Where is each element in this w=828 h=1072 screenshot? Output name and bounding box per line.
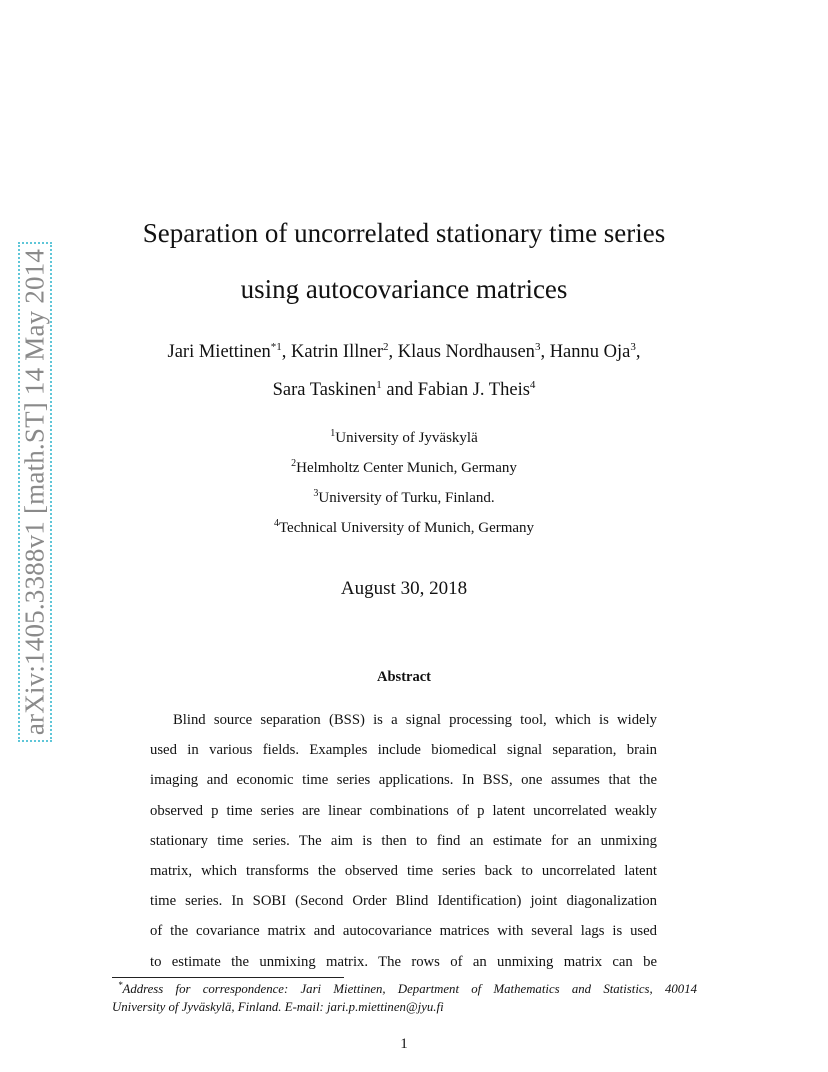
author-line-2 (100, 371, 708, 409)
author-name: Fabian J. Theis (417, 380, 530, 400)
footnote-line[interactable]: University of Jyväskylä, Finland. E-mail: jari.p.miettinen@jyu.fi (112, 1000, 444, 1014)
author-affiliation-mark: 4 (529, 379, 536, 391)
author-name: Sara Taskinen (272, 380, 377, 400)
abstract-line: of the covariance matrix and autocovariance matrices with several lags is used (150, 923, 657, 940)
abstract-line: Blind source separation (BSS) is a signal processing tool, which is widely (173, 712, 657, 728)
affiliation-mark: 1 (330, 428, 336, 439)
abstract-heading: Abstract (377, 669, 431, 685)
author-list (100, 333, 708, 409)
affiliation-text: Helmholtz Center Munich, Germany (296, 460, 517, 476)
abstract-line: stationary time series. The aim is then to find an estimate for an unmixing (150, 832, 657, 849)
footnote-text: Address for correspondence: Jari Miettinen, Department of Mathematics and Statistics, 40014 (122, 982, 697, 996)
page-number: 1 (400, 1036, 408, 1052)
author-separator: and (381, 380, 418, 400)
abstract-line: observed p time series are linear combinations of p latent uncorrelated weakly (150, 802, 657, 819)
author-affiliation-mark: 3 (534, 341, 541, 353)
abstract-line: used in various fields. Examples include biomedical signal separation, brain (150, 742, 657, 759)
affiliation (100, 513, 708, 543)
paper-date: August 30, 2018 (340, 578, 468, 599)
affiliation-text: University of Jyväskylä (335, 430, 478, 446)
affiliation-mark: 2 (291, 458, 297, 469)
footnote-line (112, 980, 697, 998)
author-name: Hannu Oja (549, 342, 631, 362)
author-separator: , (281, 342, 292, 362)
affiliation-list (100, 423, 708, 543)
affiliation-text: University of Turku, Finland. (318, 490, 495, 506)
abstract-line: time series. In SOBI (Second Order Blind Identification) joint diagonalization (150, 893, 657, 910)
affiliation-text: Technical University of Munich, Germany (278, 520, 535, 536)
author-name: Katrin Illner (291, 342, 383, 362)
author-name: Klaus Nordhausen (397, 342, 535, 362)
affiliation-mark: 3 (313, 488, 319, 499)
correspondence-footnote (112, 980, 697, 1016)
abstract-line: to estimate the unmixing matrix. The rows of an unmixing matrix can be (150, 953, 657, 970)
author-affiliation-mark: 3 (630, 341, 636, 353)
author-separator: , (388, 342, 398, 362)
affiliation (100, 483, 708, 513)
author-affiliation-mark: *1 (270, 341, 282, 353)
abstract-line: imaging and economic time series applications. In BSS, one assumes that the (150, 772, 657, 789)
affiliation (100, 423, 708, 453)
abstract-line: matrix, which transforms the observed time series back to uncorrelated latent (150, 863, 657, 880)
paper-title (100, 205, 708, 317)
affiliation (100, 453, 708, 483)
author-name: Jari Miettinen (167, 342, 271, 362)
arxiv-identifier[interactable]: arXiv:1405.3388v1 [math.ST] 14 May 2014 (19, 248, 50, 736)
affiliation-mark: 4 (273, 518, 279, 529)
author-separator: , (540, 342, 550, 362)
author-affiliation-mark: 1 (376, 379, 382, 391)
footnote-marker: * (118, 980, 123, 990)
abstract-body (150, 705, 657, 977)
author-line-1 (100, 333, 708, 371)
author-separator: , (635, 342, 641, 362)
footnote-rule (112, 977, 344, 978)
author-affiliation-mark: 2 (383, 341, 389, 353)
arxiv-stamp[interactable] (18, 242, 52, 742)
title-line-1: Separation of uncorrelated stationary time series (142, 218, 666, 248)
title-line-2: using autocovariance matrices (240, 274, 568, 304)
